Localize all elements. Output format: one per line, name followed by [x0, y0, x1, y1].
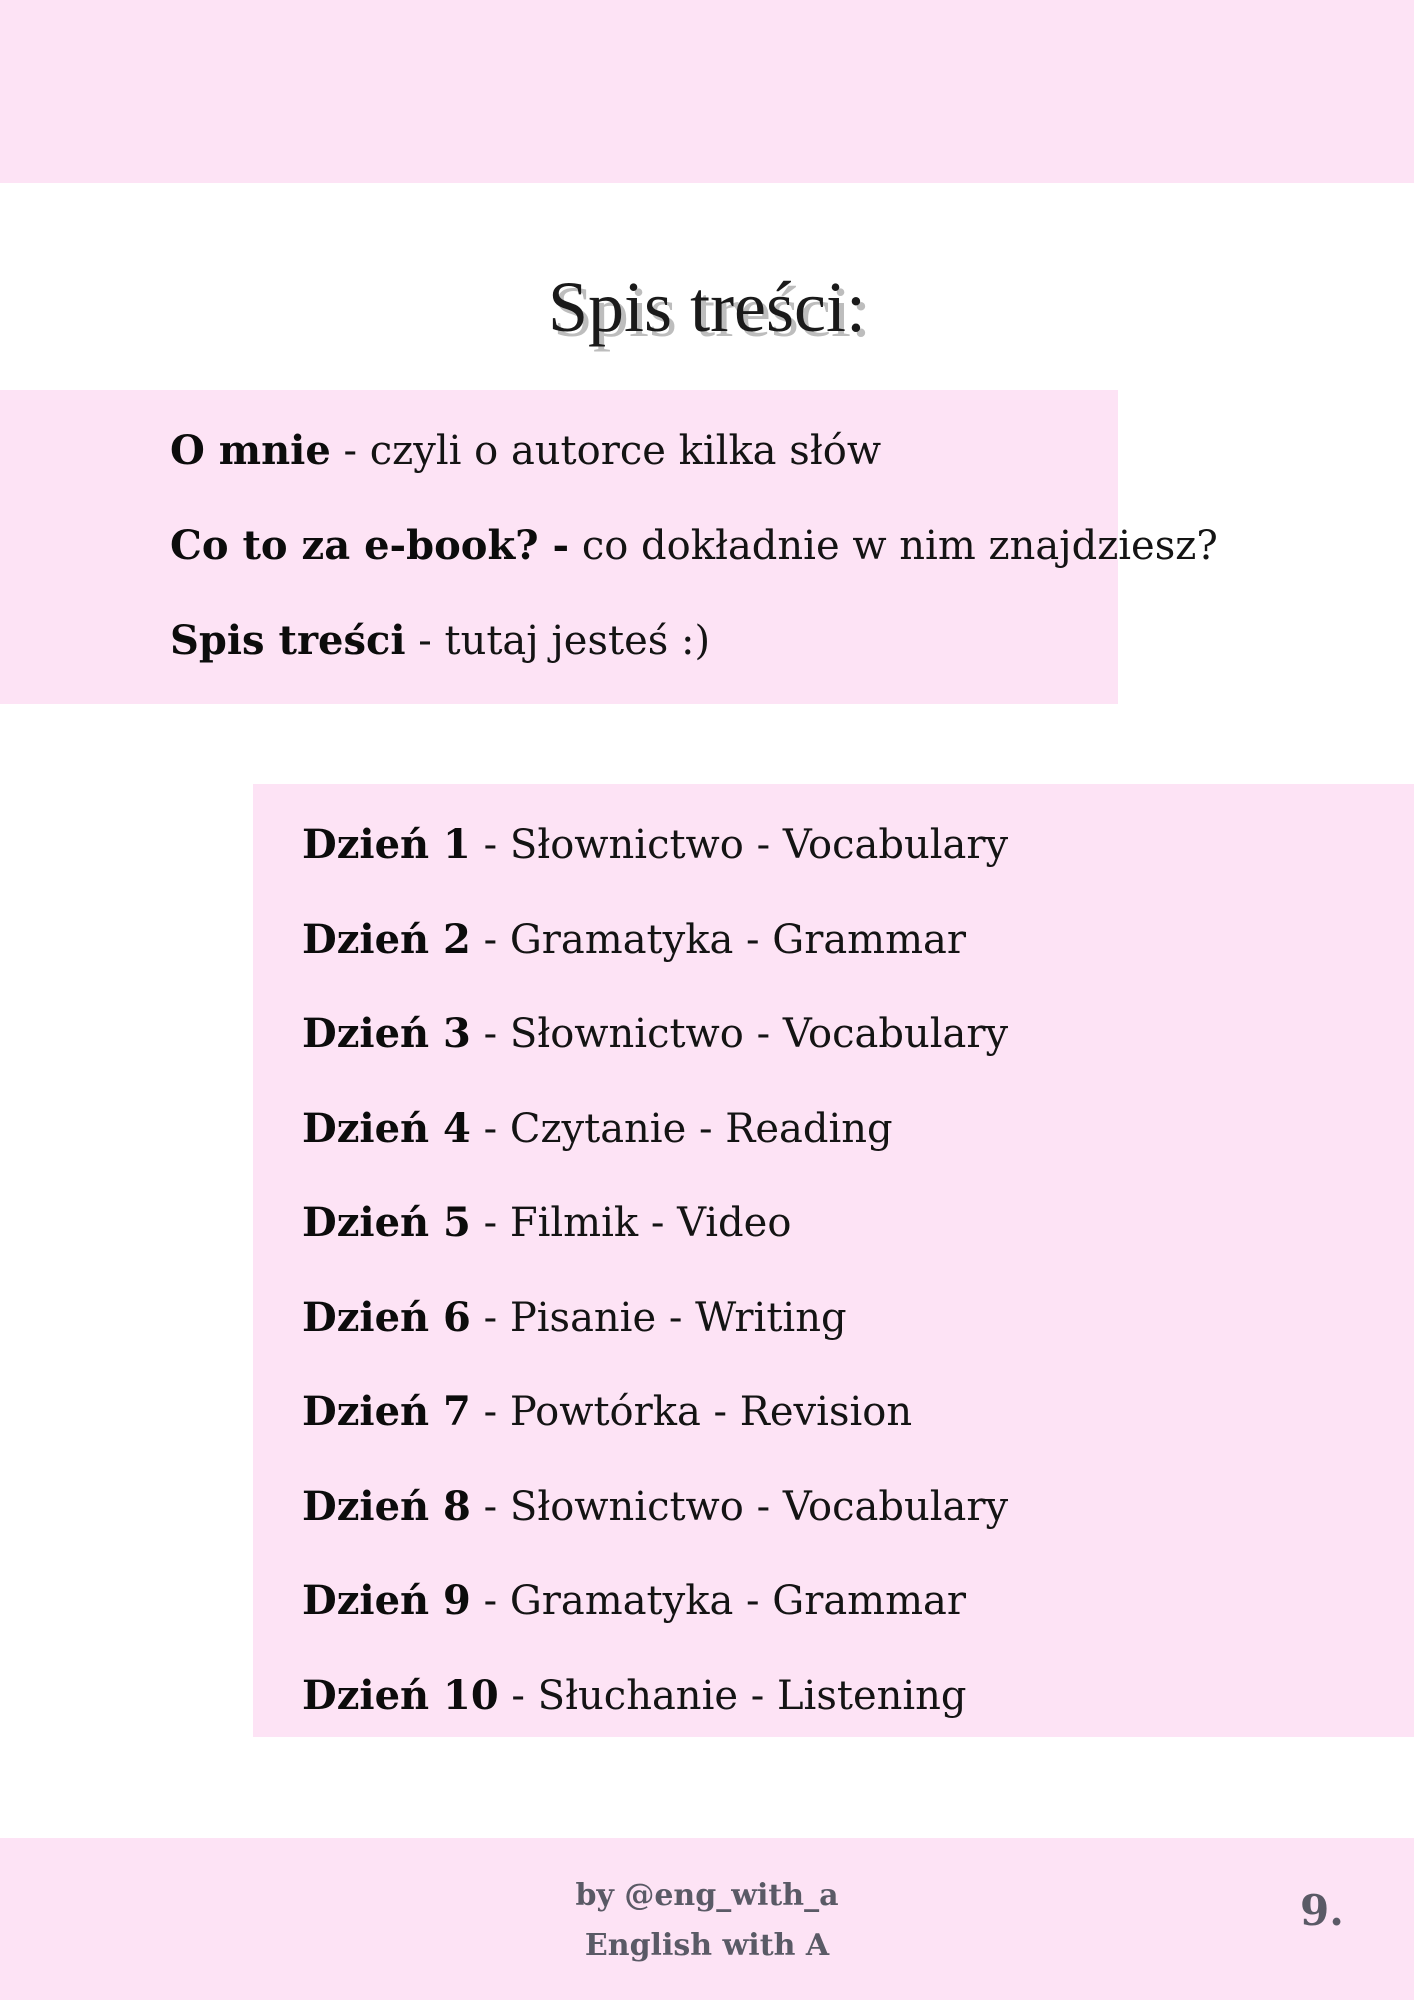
- toc-entry-description: - Słownictwo - Vocabulary: [470, 822, 1009, 868]
- toc-entry-description: - Słuchanie - Listening: [498, 1673, 967, 1719]
- toc-entry-day-1[interactable]: [302, 820, 1008, 870]
- toc-entry-day-2[interactable]: [302, 915, 966, 965]
- footer-author-handle: by @eng_with_a: [575, 1878, 839, 1913]
- toc-entry-about-me[interactable]: [170, 426, 881, 476]
- toc-entry-label: Dzień 2: [302, 916, 471, 963]
- toc-entry-label: Dzień 3: [302, 1010, 471, 1057]
- toc-entry-label: Dzień 9: [302, 1577, 471, 1624]
- toc-entry-contents[interactable]: [170, 616, 710, 666]
- toc-entry-label: Co to za e-book? -: [170, 522, 570, 569]
- toc-entry-description: - czyli o autorce kilka słów: [330, 428, 882, 474]
- toc-entry-label: Dzień 8: [302, 1483, 471, 1530]
- toc-entry-description: - Słownictwo - Vocabulary: [470, 1011, 1009, 1057]
- toc-entry-label: O mnie: [170, 427, 331, 474]
- toc-entry-description: co dokładnie w nim znajdziesz?: [569, 523, 1218, 569]
- toc-entry-day-8[interactable]: [302, 1482, 1008, 1532]
- toc-entry-day-5[interactable]: [302, 1198, 791, 1248]
- page-title: Spis treści:: [548, 267, 866, 347]
- toc-entry-description: - Pisanie - Writing: [470, 1295, 847, 1341]
- toc-entry-label: Dzień 5: [302, 1199, 471, 1246]
- toc-entry-about-ebook[interactable]: [170, 521, 1218, 571]
- toc-entry-description: - tutaj jesteś :): [405, 618, 711, 664]
- page-number: 9.: [1300, 1886, 1344, 1935]
- toc-entry-label: Dzień 10: [302, 1672, 499, 1719]
- toc-entry-description: - Czytanie - Reading: [470, 1106, 893, 1152]
- toc-entry-day-7[interactable]: [302, 1387, 912, 1437]
- toc-entry-label: Dzień 4: [302, 1105, 471, 1152]
- toc-entry-description: - Słownictwo - Vocabulary: [470, 1484, 1009, 1530]
- toc-entry-label: Dzień 7: [302, 1388, 471, 1435]
- toc-entry-day-10[interactable]: [302, 1671, 967, 1721]
- toc-entry-day-4[interactable]: [302, 1104, 893, 1154]
- toc-entry-day-3[interactable]: [302, 1009, 1008, 1059]
- toc-entry-description: - Gramatyka - Grammar: [470, 1578, 966, 1624]
- footer-brand-name: English with A: [584, 1928, 830, 1963]
- footer-band: [0, 1838, 1414, 2000]
- toc-entry-day-6[interactable]: [302, 1293, 847, 1343]
- toc-entry-day-9[interactable]: [302, 1576, 966, 1626]
- toc-entry-description: - Powtórka - Revision: [470, 1389, 913, 1435]
- toc-entry-label: Dzień 6: [302, 1294, 471, 1341]
- toc-entry-description: - Filmik - Video: [470, 1200, 792, 1246]
- top-band: [0, 0, 1414, 183]
- toc-entry-label: Dzień 1: [302, 821, 471, 868]
- toc-entry-label: Spis treści: [170, 617, 406, 664]
- toc-entry-description: - Gramatyka - Grammar: [470, 917, 966, 963]
